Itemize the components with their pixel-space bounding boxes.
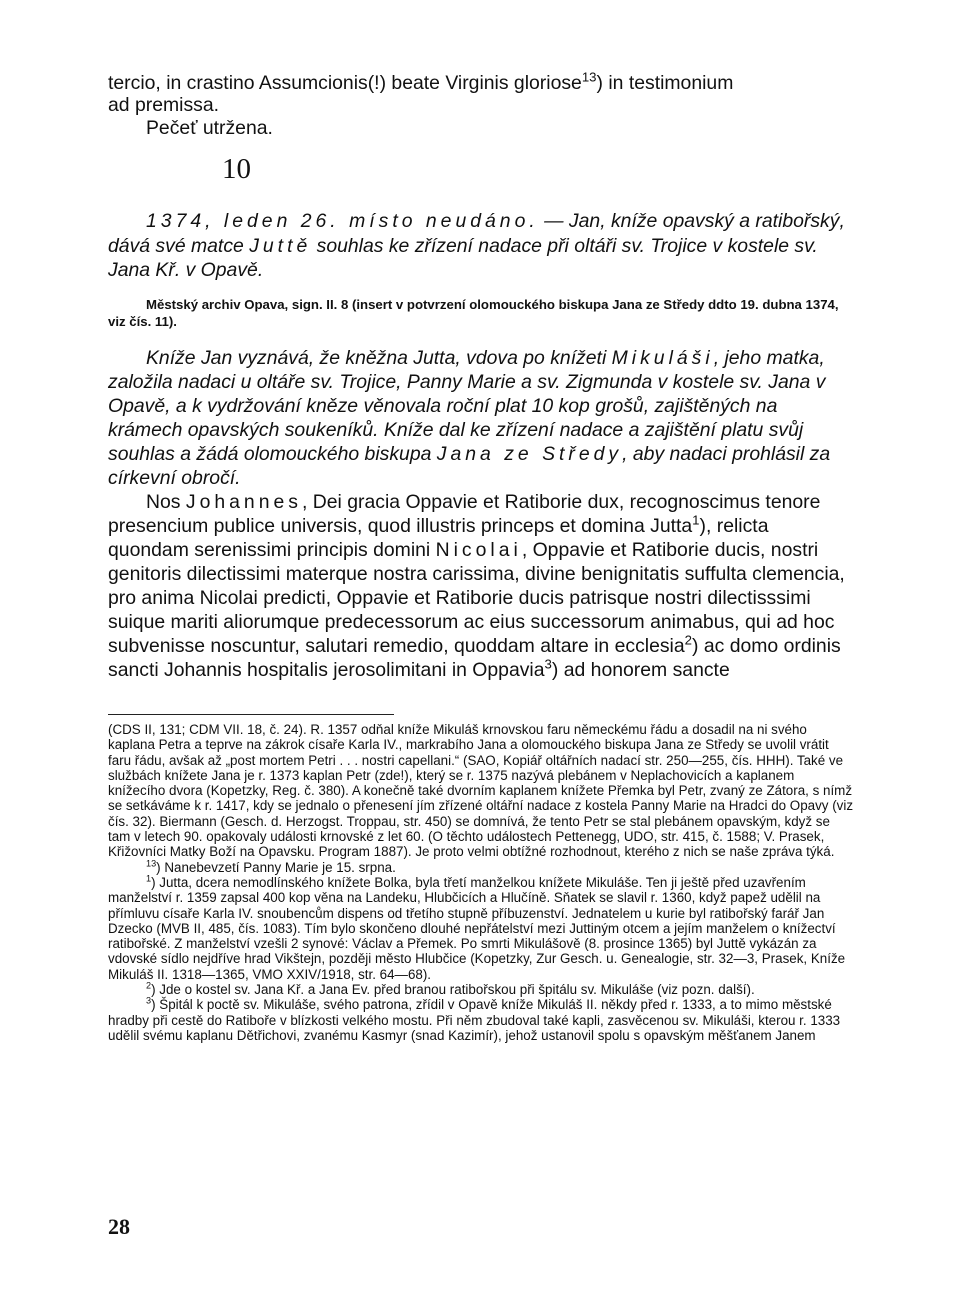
latin-charter-text: Nos Johannes, Dei gracia Oppavie et Ratiborie dux, recognoscimus tenore presencium publice universis, quod illustris princeps et domina Jutta$^1$), relicta quondam serenissimi principis domini Nicolai, Oppavie et Ratiborie ducis, nostri genitoris dilectissimi materque nostra carissima, divine benignitatis suffulta clemencia, pro anima Nicolai predicti, Oppavie et Ratiborie ducis patrisque nostri dilectisssimi suique mariti aliorumque predecessorum ac eius successorum animabus, qui ad hoc subvenisse noscuntur, salutari remedio, quoddam altare in ecclesia$^2$) ac domo ordinis sancti Johannis hospitalis jerosolimitani in Oppavia$^3$) ad honorem sancte: [108, 491, 845, 682]
footnote-3: $^3$) Špitál k poctě sv. Mikuláše, svého patrona, zřídil v Opavě kníže Mikuláš II. někdy před r. 1333, a to mimo městské hradby při cestě do Ratiboře v blízkosti velkého mostu. Při něm zbudoval také kapli, zasvěcenou sv. Mikuláši, kterou r. 1333 udělil svému kaplanu Dětřichovi, zvanému Kasmyr (snad Kazimír), jehož ustanovil spolu s opavským měšťanem Janem: [108, 995, 841, 1043]
footnote-continued: (CDS II, 131; CDM VII. 18, č. 24). R. 1357 odňal kníže Mikuláš krnovskou faru německému řádu a dosadil na ni svého kaplana Petra a teprve na zákrok císaře Karla IV., markrabího Jana a olomouckého biskupa Jana ze Středy se uvolil vrátit faru řádu, avšak až „post mortem Petri . . . nostri capellani.“ (SAO, Kopiář oltářních nadací str. 250—255, čís. HHH). Také ve službách knížete Jana je r. 1373 kaplan Petr (zde!), který se r. 1375 nazývá plebánem v Neplachovicích a kaplanem knížecího dvora (Kopetzky, Reg. č. 380). A konečně také dvorním kaplanem knížete Přemka byl Petr, zvaný ze Zátora, s nímž se setkáváme k r. 1417, kdy se jednalo o přenesení jím zřízené oltářní nadace z kostela Panny Marie na Hradci do Opavy (viz čís. 32). Biermann (Gesch. d. Herzogst. Troppau, str. 450) se domnívá, že tento Petr se stal plebánem opavským, když se tam v letech 90. opakovaly události krnovské z let 60. (O těchto událostech Pettenegg, UDO, str. 415, č. 1588; V. Prasek, Křižovníci Matky Boží na Opavsku. Program 1887). Je proto velmi obtížné rozhodnout, kterého z nich se naše zpráva týká.: [108, 722, 854, 860]
footnote-ref-13: 13: [581, 69, 597, 85]
charter-number: 10: [222, 153, 251, 186]
footnote-ref-2: 2: [684, 632, 692, 648]
page-number: 28: [108, 1214, 130, 1239]
archival-source: Městský archiv Opava, sign. II. 8 (insert v potvrzení olomouckého biskupa Jana ze Středy ddto 19. dubna 1374, viz čís. 11).: [108, 297, 839, 329]
footnote-1: $^1$) Jutta, dcera nemodlínského knížete Bolka, byla třetí manželkou knížete Mikuláše. Ten ji ještě před uzavřením manželství r. 1359 zapsal 400 kop věna na Landeku, Hlubčicích a Hlučíně. Sňatek se slavil r. 1360, když papež udělil na přímluvu císaře Karla IV. snoubencům dispens od třetího stupně příbuzenství. Jednatelem u kurie byl ratibořský farář Jan Dzecko (MVB II, 485, čís. 1083). Tím bylo skončeno dlouhé nepřátelství mezi Juttiným otcem a jejím manželem o knížectví ratibořské. Z manželství vzešli 2 synové: Václav a Přemek. Po smrti Mikulášově (8. prosince 1365) byl Juttě vykázán za vdovské sídlo nejdříve hrad Vikštejn, později město Hlubčice (Kopetzky, Zur Gesch. u. Genealogie, str. 32—3, Prasek, Kníže Mikuláš II. 1318—1365, VMO XXIV/1918, str. 64—68).: [108, 873, 846, 982]
seal-note: Pečeť utržena.: [146, 116, 273, 139]
previous-charter-ending: tercio, in crastino Assumcionis(!) beate Virginis gloriose$^{13}$) in testimonium ad premissa.: [108, 69, 734, 117]
main-text-block: [108, 69, 854, 682]
footnote-divider: [108, 714, 394, 715]
footnote-ref-1: 1: [692, 512, 700, 528]
footnote-13: $^{13}$) Nanebevzetí Panny Marie je 15. srpna.: [146, 858, 396, 875]
footnote-ref-3: 3: [544, 656, 552, 672]
charter-headline: 1374, leden 26. místo neudáno. — Jan, kníže opavský a ratibořský, dává své matce Juttě souhlas ke zřízení nadace při oltáři sv. Trojice v kostele sv. Jana Kř. v Opavě.: [108, 210, 845, 282]
footnotes: [108, 722, 854, 1043]
czech-abstract: Kníže Jan vyznává, že kněžna Jutta, vdova po knížeti Mikuláši, jeho matka, založila nadaci u oltáře sv. Trojice, Panny Marie a sv. Zigmunda v kostele sv. Jana v Opavě, a k vydržování kněze věnovala roční plat 10 kop grošů, zajištěných na krámech opavských soukeníků. Kníže dal ke zřízení nadace a zajištění platu svůj souhlas a žádá olomouckého biskupa Jana ze Středy, aby nadaci prohlásil za církevní obročí.: [108, 347, 831, 490]
footnote-2: $^2$) Jde o kostel sv. Jana Kř. a Jana Ev. před branou ratibořskou při špitálu sv. Mikuláše (viz pozn. další).: [146, 980, 755, 998]
